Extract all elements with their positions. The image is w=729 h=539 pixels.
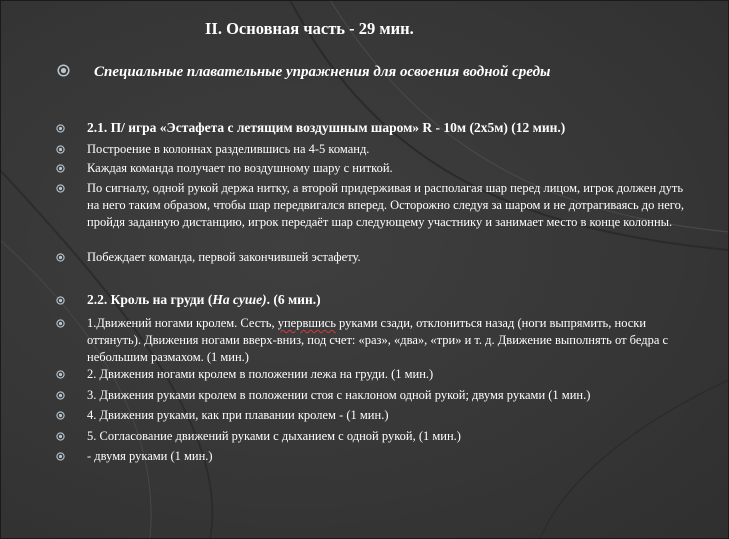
slide-title: II. Основная часть - 29 мин. (205, 19, 414, 38)
section-1-item: По сигналу, одной рукой держа нитку, а второй придерживая и располагая шар перед лицом, игрок должен дуть на него таким образом, чтобы шар передвигался вперед. Осторожно следуя за шаром и не дотрагиваясь до него, пройдя заданную дистанцию, игрок передаёт шар следующему участнику и занимает место в конце колонны. (87, 181, 684, 229)
section-2-item: 4. Движения руками, как при плавании кролем - (1 мин.) (87, 408, 389, 422)
section-2-heading (87, 291, 697, 308)
bullet-icon (56, 184, 65, 193)
bullet-icon (56, 411, 65, 420)
bullet-icon (56, 370, 65, 379)
section-2-item: 5. Согласование движений руками с дыханием с одной рукой, (1 мин.) (87, 429, 461, 443)
bullet-icon (56, 432, 65, 441)
section-2-item-text: 1.Движений ногами кролем. Сесть, (87, 316, 278, 330)
section-2-item: 3. Движения руками кролем в положении стоя с наклоном одной рукой; двумя руками (1 мин.) (87, 388, 591, 402)
bullet-icon (56, 124, 65, 133)
section-1-heading: 2.1. П/ игра «Эстафета с летящим воздушным шаром» R - 10м (2х5м) (12 мин.) (87, 120, 566, 135)
bullet-icon (56, 319, 65, 328)
bullet-icon (56, 164, 65, 173)
bullet-icon (56, 391, 65, 400)
bullet-icon (56, 296, 65, 305)
slide-subtitle: Специальные плавательные упражнения для освоения водной среды (94, 64, 551, 80)
section-1-item: Каждая команда получает по воздушному шару с ниткой. (87, 161, 393, 175)
section-1-item: Побеждает команда, первой закончившей эстафету. (87, 250, 361, 264)
section-2-heading-suffix: . (6 мин.) (266, 292, 321, 307)
section-2-item: 2. Движения ногами кролем в положении лежа на груди. (1 мин.) (87, 367, 434, 381)
subtitle-bullet-icon (57, 64, 70, 77)
section-2-item: - двумя руками (1 мин.) (87, 449, 213, 463)
section-2-item-text: руками сзади, отклониться назад (ноги выпрямить, носки оттянуть). Движения ногами вверх-вниз, под счет: «раз», «два», «три» и т. д. Движение выполнять от бедра с небольшим размахом. (1 мин.) (87, 316, 669, 364)
spellcheck-word: упервшись (277, 316, 336, 330)
section-1-item: Построение в колоннах разделившись на 4-5 команд. (87, 142, 370, 156)
section-2-heading-italic: На суше) (212, 292, 267, 307)
bullet-icon (56, 253, 65, 262)
bullet-icon (56, 145, 65, 154)
section-2-item (87, 315, 697, 366)
bullet-icon (56, 452, 65, 461)
section-2-heading-prefix: 2.2. Кроль на груди ( (87, 292, 213, 307)
